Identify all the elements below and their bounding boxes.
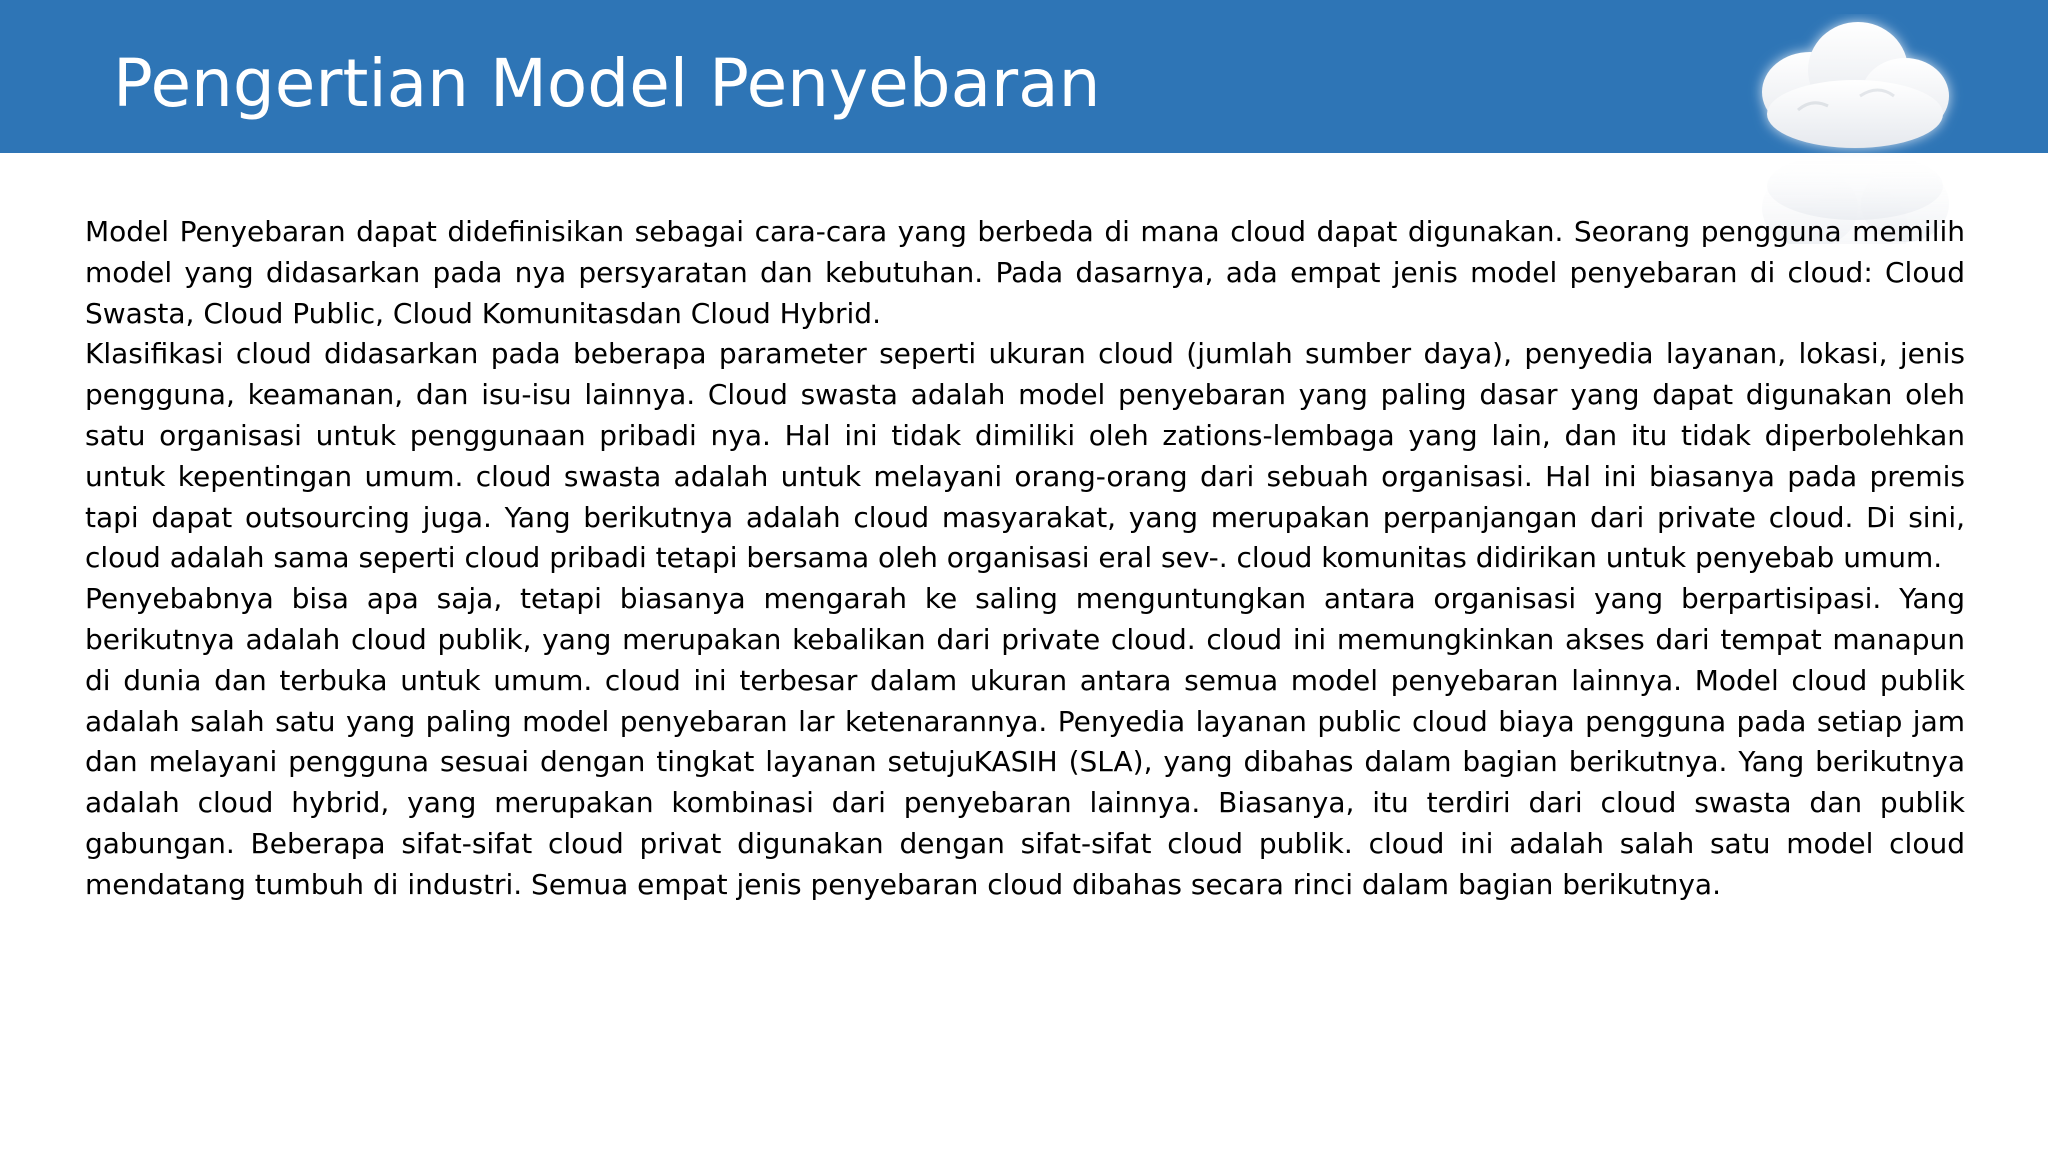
paragraph-2: Klasifikasi cloud didasarkan pada beberapa parameter seperti ukuran cloud (jumlah sumber daya), penyedia layanan, lokasi, jenis pengguna, keamanan, dan isu-isu lainnya. Cloud swasta adalah model penyebaran yang paling dasar yang dapat digunakan oleh satu organisasi untuk penggunaan pribadi nya. Hal ini tidak dimiliki oleh zations-lembaga yang lain, dan itu tidak diperbolehkan untuk kepentingan umum. cloud swasta adalah untuk melayani orang-orang dari sebuah organisasi. Hal ini biasanya pada premis tapi dapat outsourcing juga. Yang berikutnya adalah cloud masyarakat, yang merupakan perpanjangan dari private cloud. Di sini, cloud adalah sama seperti cloud pribadi tetapi bersama oleh organisasi eral sev-. cloud komunitas didirikan untuk penyebab umum. bbox=[85, 337, 1965, 575]
paragraph-1: Model Penyebaran dapat didefinisikan sebagai cara-cara yang berbeda di mana cloud dapat digunakan. Seorang pengguna memilih model yang didasarkan pada nya persyaratan dan kebutuhan. Pada dasarnya, ada empat jenis model penyebaran di cloud: Cloud Swasta, Cloud Public, Cloud Komunitasdan Cloud Hybrid. bbox=[85, 215, 1965, 330]
cloud-icon bbox=[1740, 14, 1970, 244]
body-text bbox=[85, 212, 1965, 906]
paragraph-3: Penyebabnya bisa apa saja, tetapi biasanya mengarah ke saling menguntungkan antara organisasi yang berpartisipasi. Yang berikutnya adalah cloud publik, yang merupakan kebalikan dari private cloud. cloud ini memungkinkan akses dari tempat manapun di dunia dan terbuka untuk umum. cloud ini terbesar dalam ukuran antara semua model penyebaran lainnya. Model cloud publik adalah salah satu yang paling model penyebaran lar ketenarannya. Penyedia layanan public cloud biaya pengguna pada setiap jam dan melayani pengguna sesuai dengan tingkat layanan setujuKASIH (SLA), yang dibahas dalam bagian berikutnya. Yang berikutnya adalah cloud hybrid, yang merupakan kombinasi dari penyebaran lainnya. Biasanya, itu terdiri dari cloud swasta dan publik gabungan. Beberapa sifat-sifat cloud privat digunakan dengan sifat-sifat cloud publik. cloud ini adalah salah satu model cloud mendatang tumbuh di industri. Semua empat jenis penyebaran cloud dibahas secara rinci dalam bagian berikutnya. bbox=[85, 582, 1965, 901]
slide-title: Pengertian Model Penyebaran bbox=[113, 45, 1101, 122]
